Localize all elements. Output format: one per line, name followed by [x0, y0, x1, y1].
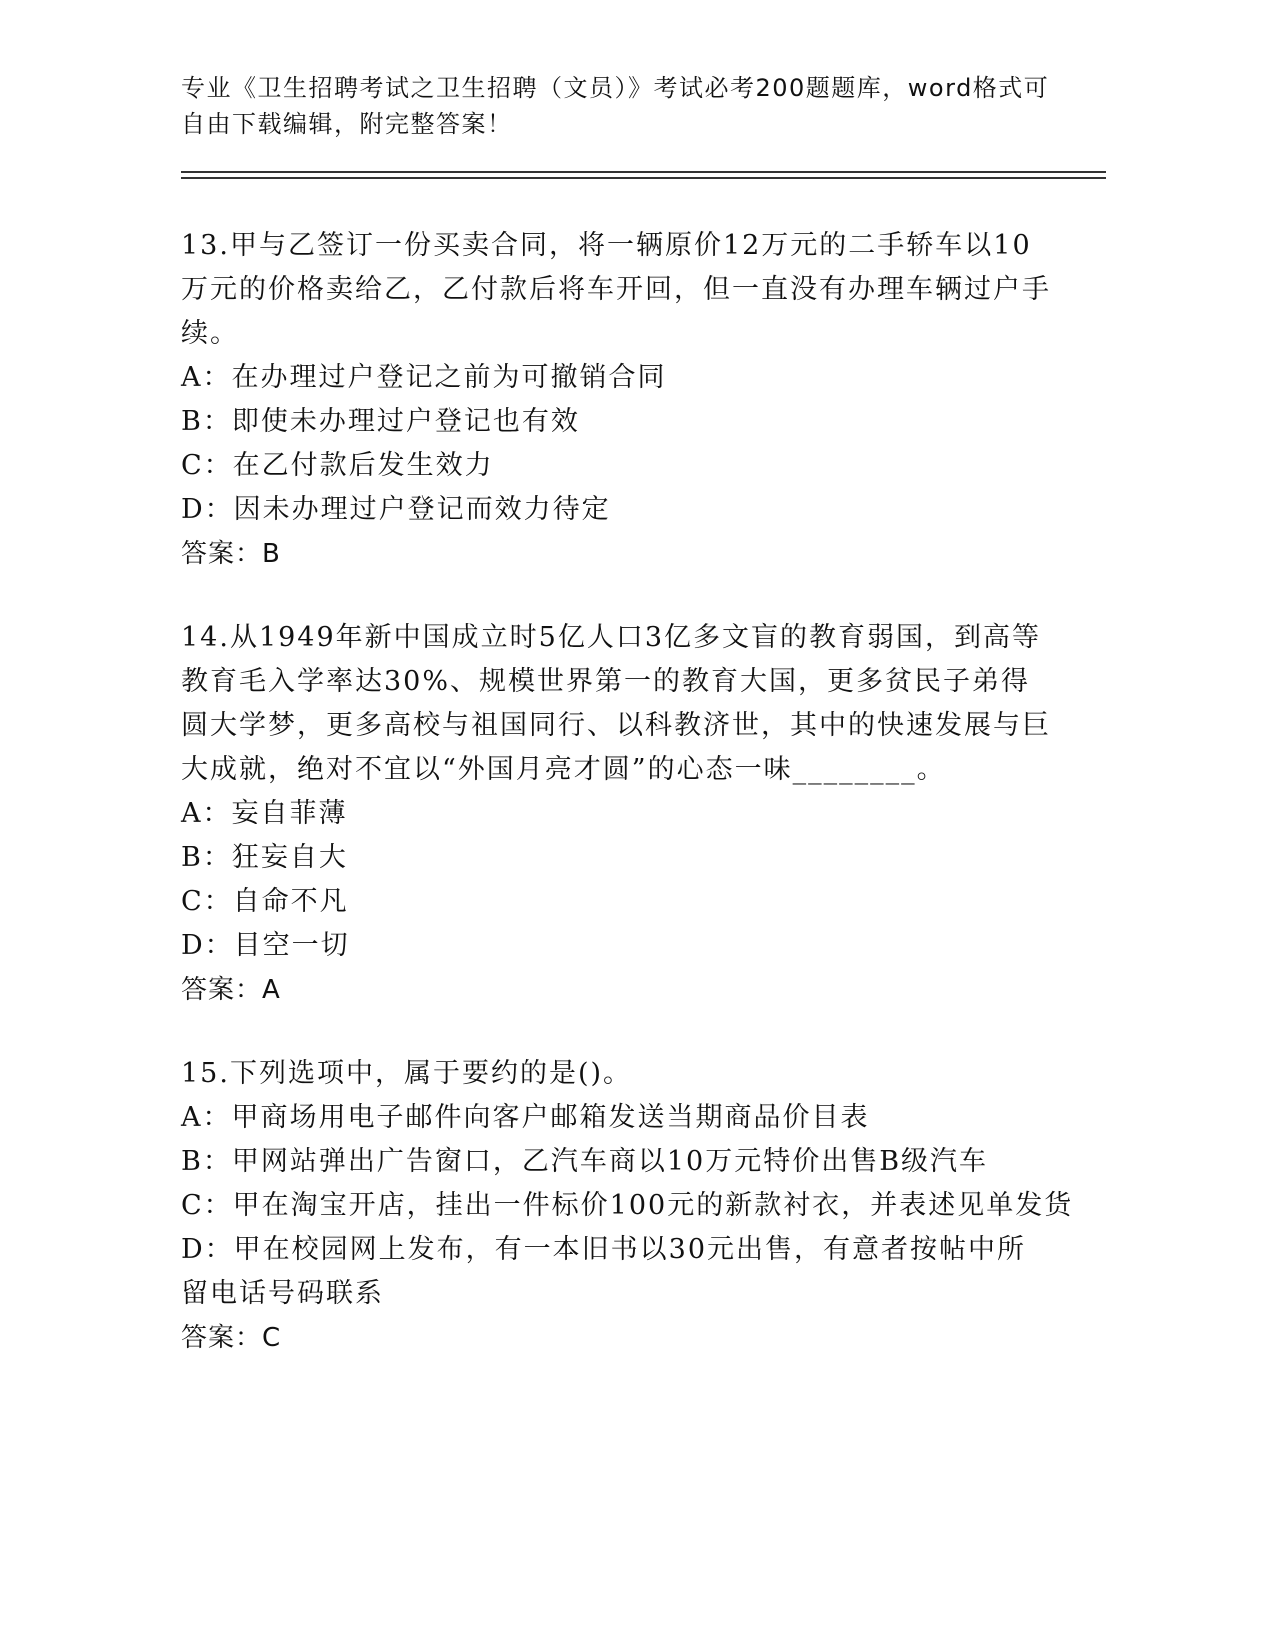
question-15: [181, 1052, 1074, 1360]
answer: 答案：A: [181, 975, 281, 1005]
option-d: D：目空一切: [181, 930, 350, 961]
option-c: C：甲在淘宝开店，挂出一件标价100元的新款衬衣，并表述见单发货: [181, 1190, 1074, 1221]
answer: 答案：C: [181, 1323, 282, 1353]
header-divider-top: [181, 171, 1106, 173]
option-a: A：妄自菲薄: [181, 798, 348, 829]
option-b: B：甲网站弹出广告窗口，乙汽车商以10万元特价出售B级汽车: [181, 1146, 989, 1177]
option-c: C：自命不凡: [181, 886, 349, 917]
option-d: D：因未办理过户登记而效力待定: [181, 494, 611, 525]
answer: 答案：B: [181, 539, 281, 569]
option-d: D：甲在校园网上发布，有一本旧书以30元出售，有意者按帖中所留电话号码联系: [181, 1234, 1027, 1309]
question-14: [181, 616, 1051, 1012]
question-text: 15.下列选项中，属于要约的是()。: [181, 1058, 633, 1089]
option-b: B：狂妄自大: [181, 842, 348, 873]
option-a: A：在办理过户登记之前为可撤销合同: [181, 362, 667, 393]
document-header: 专业《卫生招聘考试之卫生招聘（文员）》考试必考200题题库，word格式可自由下载编辑，附完整答案！: [181, 74, 1050, 138]
option-b: B：即使未办理过户登记也有效: [181, 406, 580, 437]
option-a: A：甲商场用电子邮件向客户邮箱发送当期商品价目表: [181, 1102, 870, 1133]
question-text: 14.从1949年新中国成立时5亿人口3亿多文盲的教育弱国，到高等教育毛入学率达30%、规模世界第一的教育大国，更多贫民子弟得圆大学梦，更多高校与祖国同行、以科教济世，其中的快速发展与巨大成就，绝对不宜以“外国月亮才圆”的心态一味________。: [181, 622, 1051, 785]
question-text: 13.甲与乙签订一份买卖合同，将一辆原价12万元的二手轿车以10万元的价格卖给乙，乙付款后将车开回，但一直没有办理车辆过户手续。: [181, 230, 1051, 349]
header-divider-bottom: [181, 177, 1106, 179]
option-c: C：在乙付款后发生效力: [181, 450, 494, 481]
question-13: [181, 224, 1051, 576]
